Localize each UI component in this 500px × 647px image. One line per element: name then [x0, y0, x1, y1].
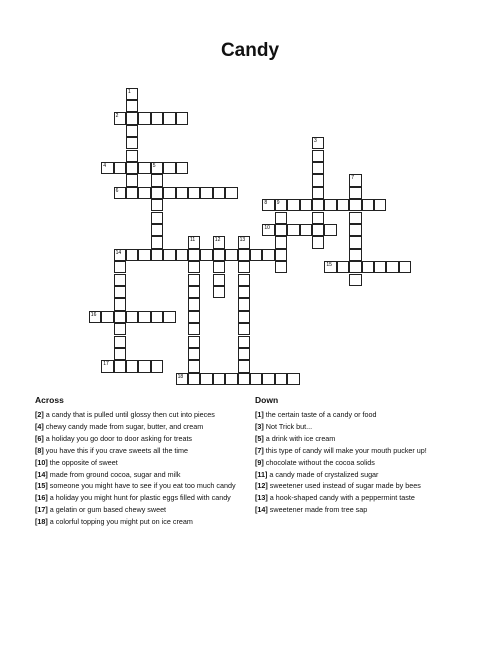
down-clue: [255, 422, 470, 431]
grid-cell[interactable]: [238, 236, 250, 248]
across-heading: Across: [35, 395, 64, 405]
down-clue: [255, 458, 470, 467]
grid-cell[interactable]: [312, 150, 324, 162]
across-clue: [35, 446, 247, 455]
clue-number: [17]: [35, 505, 48, 515]
clue-number: [14]: [255, 505, 268, 515]
clue-number: [10]: [35, 457, 48, 467]
across-clue: [35, 434, 247, 443]
grid-cell[interactable]: [200, 249, 212, 261]
cell-number: 11: [190, 237, 196, 244]
clue-number: [4]: [35, 421, 44, 431]
grid-cell[interactable]: [312, 187, 324, 199]
clue-text: a drink with ice cream: [263, 433, 336, 443]
grid-cell[interactable]: [300, 199, 312, 211]
clue-text: a colorful topping you might put on ice cream: [47, 517, 193, 527]
grid-cell[interactable]: [238, 348, 250, 360]
grid-cell[interactable]: [126, 88, 138, 100]
clue-text: made from ground cocoa, sugar and milk: [47, 469, 181, 479]
grid-cell[interactable]: [151, 212, 163, 224]
grid-cell[interactable]: [324, 261, 336, 273]
cell-number: 5: [152, 162, 156, 169]
grid-cell[interactable]: [287, 199, 299, 211]
grid-cell[interactable]: [225, 373, 237, 385]
grid-cell[interactable]: [126, 187, 138, 199]
grid-cell[interactable]: [275, 236, 287, 248]
clue-number: [16]: [35, 493, 48, 503]
grid-cell[interactable]: [312, 236, 324, 248]
cell-number: 18: [177, 373, 184, 380]
grid-cell[interactable]: [349, 199, 361, 211]
grid-cell[interactable]: [250, 373, 262, 385]
grid-cell[interactable]: [275, 261, 287, 273]
grid-cell[interactable]: [151, 199, 163, 211]
grid-cell[interactable]: [213, 286, 225, 298]
clue-number: [1]: [255, 410, 264, 419]
clue-number: [14]: [35, 469, 48, 479]
grid-cell[interactable]: [138, 311, 150, 323]
grid-cell[interactable]: [126, 125, 138, 137]
grid-cell[interactable]: [275, 212, 287, 224]
cell-number: 6: [115, 187, 119, 194]
grid-cell[interactable]: [163, 162, 175, 174]
grid-cell[interactable]: [300, 224, 312, 236]
clue-number: [15]: [35, 481, 48, 491]
grid-cell[interactable]: [188, 286, 200, 298]
grid-cell[interactable]: [126, 360, 138, 372]
grid-cell[interactable]: [151, 360, 163, 372]
cell-number: 2: [115, 113, 119, 120]
across-clue: [35, 517, 247, 526]
grid-cell[interactable]: [238, 286, 250, 298]
grid-cell[interactable]: [114, 298, 126, 310]
grid-cell[interactable]: [287, 224, 299, 236]
grid-cell[interactable]: [349, 236, 361, 248]
cell-number: 3: [314, 138, 317, 145]
grid-cell[interactable]: [176, 373, 188, 385]
grid-cell[interactable]: [114, 286, 126, 298]
grid-cell[interactable]: [114, 187, 126, 199]
clue-text: a holiday you might hunt for plastic eggs filled with candy: [47, 493, 231, 503]
cell-number: 1: [128, 88, 131, 95]
across-clue-list: [35, 410, 247, 529]
grid-cell[interactable]: [163, 112, 175, 124]
grid-cell[interactable]: [238, 298, 250, 310]
cell-number: 14: [115, 249, 122, 256]
clue-text: a holiday you go door to door asking for treats: [43, 433, 193, 443]
down-clue: [255, 470, 470, 479]
grid-cell[interactable]: [138, 360, 150, 372]
cell-number: 16: [90, 311, 97, 318]
grid-cell[interactable]: [188, 348, 200, 360]
grid-cell[interactable]: [114, 112, 126, 124]
grid-cell[interactable]: [349, 212, 361, 224]
grid-cell[interactable]: [188, 323, 200, 335]
grid-cell[interactable]: [163, 187, 175, 199]
grid-cell[interactable]: [213, 249, 225, 261]
grid-cell[interactable]: [188, 336, 200, 348]
grid-cell[interactable]: [126, 100, 138, 112]
grid-cell[interactable]: [337, 261, 349, 273]
clue-text: chocolate without the cocoa solids: [263, 457, 375, 467]
clue-number: [9]: [255, 457, 264, 467]
grid-cell[interactable]: [238, 249, 250, 261]
grid-cell[interactable]: [126, 174, 138, 186]
grid-cell[interactable]: [312, 174, 324, 186]
down-clue: [255, 446, 470, 455]
grid-cell[interactable]: [349, 249, 361, 261]
cell-number: 12: [214, 237, 221, 244]
grid-cell[interactable]: [89, 311, 101, 323]
clue-text: sweetener made from tree sap: [267, 505, 368, 515]
grid-cell[interactable]: [126, 112, 138, 124]
grid-cell[interactable]: [188, 298, 200, 310]
grid-cell[interactable]: [399, 261, 411, 273]
grid-cell[interactable]: [114, 348, 126, 360]
across-clue: [35, 458, 247, 467]
grid-cell[interactable]: [114, 249, 126, 261]
grid-cell[interactable]: [101, 311, 113, 323]
across-clue: [35, 422, 247, 431]
grid-cell[interactable]: [238, 261, 250, 273]
grid-cell[interactable]: [200, 373, 212, 385]
grid-cell[interactable]: [114, 360, 126, 372]
grid-cell[interactable]: [126, 311, 138, 323]
grid-cell[interactable]: [312, 137, 324, 149]
grid-cell[interactable]: [312, 212, 324, 224]
down-clue-list: [255, 410, 470, 517]
grid-cell[interactable]: [200, 187, 212, 199]
down-clue: [255, 505, 470, 514]
grid-cell[interactable]: [151, 236, 163, 248]
clue-number: [8]: [35, 445, 44, 455]
grid-cell[interactable]: [312, 199, 324, 211]
grid-cell[interactable]: [275, 224, 287, 236]
grid-cell[interactable]: [188, 261, 200, 273]
cell-number: 15: [326, 262, 332, 269]
clue-text: someone you might have to see if you eat too much candy: [47, 481, 236, 491]
grid-cell[interactable]: [163, 311, 175, 323]
grid-cell[interactable]: [225, 249, 237, 261]
down-heading: Down: [255, 395, 279, 405]
grid-cell[interactable]: [138, 162, 150, 174]
clue-number: [3]: [255, 421, 264, 431]
grid-cell[interactable]: [262, 249, 274, 261]
grid-cell[interactable]: [250, 249, 262, 261]
grid-cell[interactable]: [362, 261, 374, 273]
grid-cell[interactable]: [176, 162, 188, 174]
grid-cell[interactable]: [262, 373, 274, 385]
grid-cell[interactable]: [275, 373, 287, 385]
grid-cell[interactable]: [114, 162, 126, 174]
grid-cell[interactable]: [275, 199, 287, 211]
grid-cell[interactable]: [324, 199, 336, 211]
clue-text: a candy that is pulled until glossy then cut into pieces: [43, 410, 215, 419]
cell-number: 7: [351, 175, 354, 182]
grid-cell[interactable]: [324, 224, 336, 236]
grid-cell[interactable]: [213, 261, 225, 273]
across-clue: [35, 505, 247, 514]
grid-cell[interactable]: [188, 373, 200, 385]
clue-text: this type of candy will make your mouth pucker up!: [263, 445, 427, 455]
grid-cell[interactable]: [262, 199, 274, 211]
grid-cell[interactable]: [349, 224, 361, 236]
grid-cell[interactable]: [138, 249, 150, 261]
clue-text: the certain taste of a candy or food: [263, 410, 377, 419]
grid-cell[interactable]: [188, 274, 200, 286]
grid-cell[interactable]: [238, 274, 250, 286]
clue-number: [2]: [35, 410, 44, 419]
clue-number: [6]: [35, 433, 44, 443]
grid-cell[interactable]: [238, 360, 250, 372]
grid-cell[interactable]: [151, 112, 163, 124]
cell-number: 13: [239, 237, 246, 244]
grid-cell[interactable]: [126, 162, 138, 174]
cell-number: 8: [264, 200, 268, 207]
cell-number: 10: [264, 224, 270, 231]
grid-cell[interactable]: [275, 249, 287, 261]
clue-text: a candy made of crystalized sugar: [267, 469, 379, 479]
down-clue: [255, 493, 470, 502]
down-clue: [255, 434, 470, 443]
cell-number: 9: [276, 200, 280, 207]
grid-cell[interactable]: [114, 323, 126, 335]
grid-cell[interactable]: [101, 162, 113, 174]
grid-cell[interactable]: [362, 199, 374, 211]
grid-cell[interactable]: [151, 174, 163, 186]
cell-number: 4: [103, 162, 106, 169]
grid-cell[interactable]: [188, 236, 200, 248]
grid-cell[interactable]: [188, 249, 200, 261]
grid-cell[interactable]: [225, 187, 237, 199]
grid-cell[interactable]: [126, 249, 138, 261]
grid-cell[interactable]: [287, 373, 299, 385]
grid-cell[interactable]: [126, 150, 138, 162]
page-title: Candy: [220, 40, 280, 61]
grid-cell[interactable]: [238, 373, 250, 385]
grid-cell[interactable]: [188, 311, 200, 323]
clue-text: you have this if you crave sweets all the time: [43, 445, 189, 455]
grid-cell[interactable]: [312, 224, 324, 236]
grid-cell[interactable]: [176, 112, 188, 124]
grid-cell[interactable]: [151, 249, 163, 261]
grid-cell[interactable]: [213, 274, 225, 286]
grid-cell[interactable]: [114, 311, 126, 323]
down-clue: [255, 410, 470, 419]
grid-cell[interactable]: [114, 274, 126, 286]
grid-cell[interactable]: [349, 261, 361, 273]
clue-number: [11]: [255, 469, 268, 479]
grid-cell[interactable]: [349, 174, 361, 186]
grid-cell[interactable]: [101, 360, 113, 372]
grid-cell[interactable]: [188, 360, 200, 372]
grid-cell[interactable]: [337, 199, 349, 211]
grid-cell[interactable]: [188, 187, 200, 199]
grid-cell[interactable]: [138, 112, 150, 124]
grid-cell[interactable]: [374, 199, 386, 211]
down-clue: [255, 481, 470, 490]
clue-number: [12]: [255, 481, 268, 491]
grid-cell[interactable]: [312, 162, 324, 174]
grid-cell[interactable]: [374, 261, 386, 273]
grid-cell[interactable]: [213, 187, 225, 199]
grid-cell[interactable]: [213, 373, 225, 385]
across-clue: [35, 470, 247, 479]
clue-text: Not Trick but...: [263, 421, 313, 431]
clue-text: the opposite of sweet: [47, 457, 118, 467]
across-clue: [35, 410, 247, 419]
grid-cell[interactable]: [114, 261, 126, 273]
grid-cell[interactable]: [238, 311, 250, 323]
across-clue: [35, 481, 247, 490]
clue-number: [5]: [255, 433, 264, 443]
grid-cell[interactable]: [163, 249, 175, 261]
clue-number: [13]: [255, 493, 268, 503]
grid-cell[interactable]: [349, 187, 361, 199]
clue-text: a gelatin or gum based chewy sweet: [47, 505, 167, 515]
grid-cell[interactable]: [349, 274, 361, 286]
grid-cell[interactable]: [151, 311, 163, 323]
grid-cell[interactable]: [151, 162, 163, 174]
clue-text: chewy candy made from sugar, butter, and cream: [43, 421, 204, 431]
cell-number: 17: [103, 361, 109, 368]
clue-number: [18]: [35, 517, 48, 527]
across-clue: [35, 493, 247, 502]
grid-cell[interactable]: [176, 187, 188, 199]
clue-text: a hook-shaped candy with a peppermint taste: [267, 493, 415, 503]
grid-cell[interactable]: [138, 187, 150, 199]
grid-cell[interactable]: [262, 224, 274, 236]
grid-cell[interactable]: [126, 137, 138, 149]
grid-cell[interactable]: [386, 261, 398, 273]
clue-text: sweetener used instead of sugar made by bees: [267, 481, 421, 491]
grid-cell[interactable]: [151, 187, 163, 199]
grid-cell[interactable]: [151, 224, 163, 236]
grid-cell[interactable]: [213, 236, 225, 248]
grid-cell[interactable]: [114, 336, 126, 348]
grid-cell[interactable]: [238, 336, 250, 348]
grid-cell[interactable]: [238, 323, 250, 335]
clue-number: [7]: [255, 445, 264, 455]
grid-cell[interactable]: [176, 249, 188, 261]
